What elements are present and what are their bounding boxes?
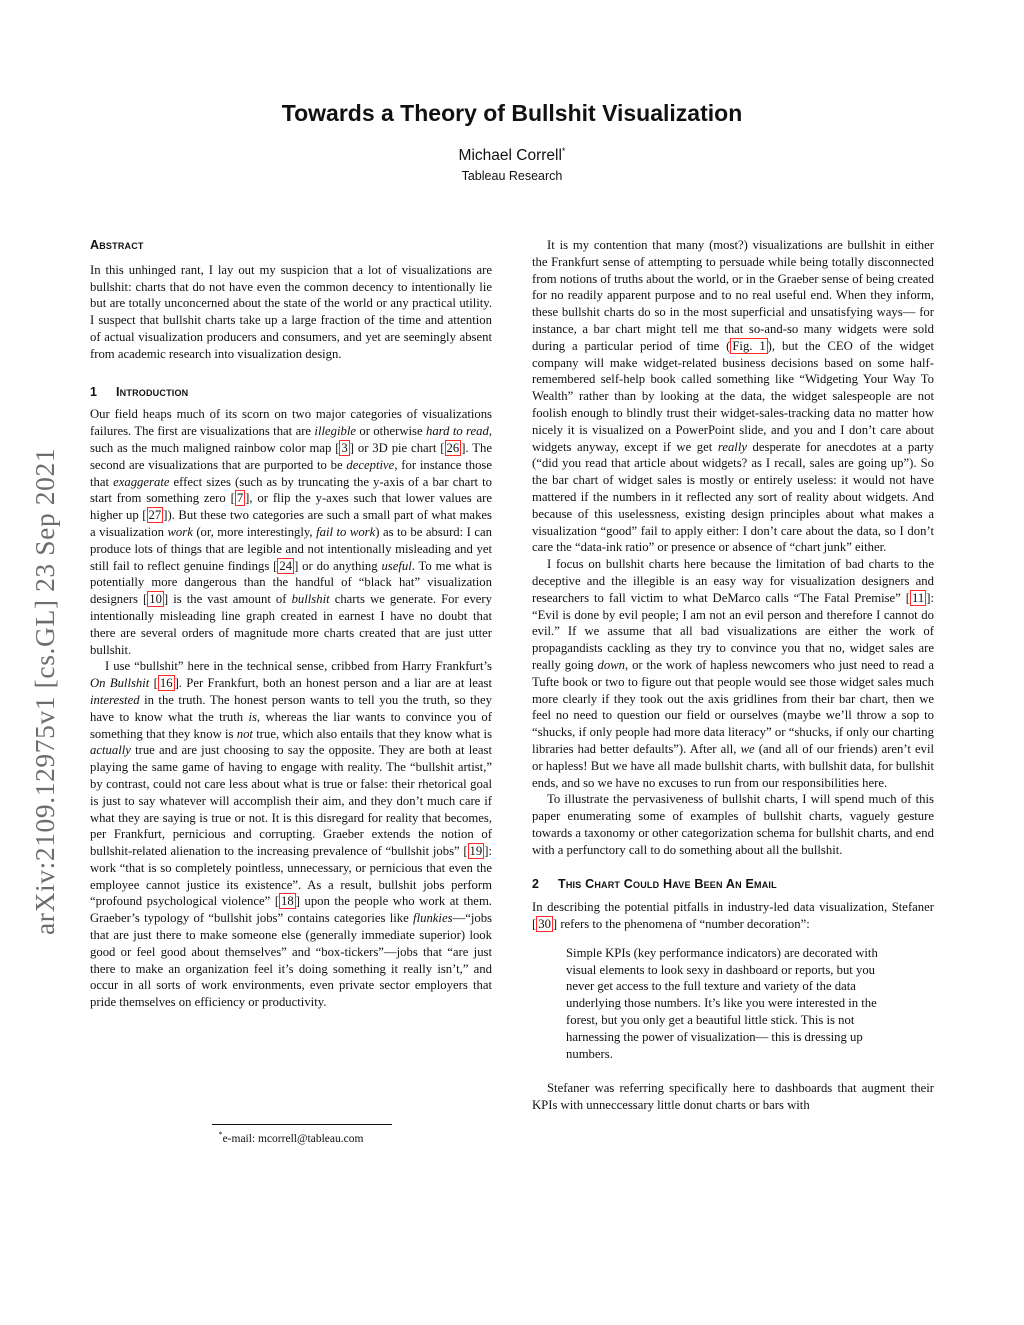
right-paragraph-1: It is my contention that many (most?) visualizations are bullshit in either the Frankfurt sense of attempting to persuade while being totally disconnected from notions of truths about the world, or in the Graeber sense of being created for no readily apparent purpose and to no real useful end. When they inform, these bullshit charts do so in the most superficial and unsatisfying ways— for instance, a bar chart might tell me that so-and-so many widgets were sold during a particular period of time ( Fig. 1 ), but the CEO of the widget company will make widget-related business decisions based on some half-remembered self-help book called something like “Widgeting Your Way To Wealth” rather than by looking at the data, the widget salespeople are not foolish enough to blindly trust their widget-sales-tracking data no matter how nicely it is visualized on a PowerPoint slide, and you and I don’t care about widgets anyway, except if we get really desperate for anecdotes at a party (“did you read that article about widgets? as I recall, sales are going up”). So the bar chart of widget sales is mostly or entirely useless: it would not have mattered if the numbers in it reflected any sort of reality about widgets. And because of this uselessness, existing design principles about what makes a visualization “good” fail to apply either: I don’t care about the data, so I don’t care the “data-ink ratio” or presence or absence of “chart junk” either. [532,238,935,555]
arxiv-stamp: arXiv:2109.12975v1 [cs.GL] 23 Sep 2021 [29,447,60,935]
section-2-heading: 2 This Chart Could Have Been An Email [532,877,777,892]
paper-title: Towards a Theory of Bullshit Visualization [281,100,743,126]
intro-paragraph-1: Our field heaps much of its scorn on two major categories of visualizations failures. The first are visualizations that are illegible or otherwise hard to read, such as the much maligned rainbow color map [ 3 ] or 3D pie chart [ 26 ]. The second are visualizations that are purported to be deceptive, for instance those that exaggerate effect sizes (such as by truncating the y-axis of a bar chart to start from something zero [ 7 ], or flip the y-axes such that lower values are higher up [ 27 ]). But these two categories are such a small part of what makes a visualization work (or, more interestingly, fail to work) as to be absurd: I can produce lots of things that are legible and not intentionally misleading and yet still fail to reflect genuine findings [ 24 ] or do anything useful. To me what is potentially more dangerous than the handful of “black hat” visualization designers [ 10 ] is the vast amount of bullshit charts we generate. For every intentionally misleading line graph created in earnest I have no doubt that there are several orders of magnitude more charts created that are just utter bullshit. [90,407,493,657]
intro-paragraph-2: I use “bullshit” here in the technical sense, cribbed from Harry Frankfurt’s On Bullshit [ 16 ]. Per Frankfurt, both an honest person and a liar are at least interested in the truth. The honest person wants to tell you the truth, so they have to know what the truth is, whereas the liar wants to convince you of something that they know is not true, which also entails that they know what is actually true and are just choosing to say the opposite. They are both at least playing the same game of having to engage with reality. The “bullshit artist,” by contrast, could not care less about what is true or false: their rhetorical goal is just to say whatever will accomplish their aim, and they don’t much care if what they are saying is true or not. It is this disregard for reality that becomes, per Frankfurt, pernicious and corrupting. Graeber extends the notion of bullshit-related alienation to the increasing prevalence of “bullshit jobs” [ 19 ]: work “that is so completely pointless, unnecessary, or pernicious that even the employee cannot justice its existence”. As a result, bullshit jobs perform “profound psychological violence” [ 18 ] upon the people who work at them. Graeber’s typology of “bullshit jobs” contains categories like flunkies—“jobs that are just there to make someone else (generally immediate superior) look good or feel good about themselves” and “box-tickers”—jobs that “are just there to make an organization feel it’s doing something it really isn’t,” and occur in all sorts of work environments, even private sector employers that pride themselves on efficiency or productivity. [90,659,493,1010]
citation-link[interactable]: 26 [446,440,460,455]
citation-link[interactable]: 30 [538,917,551,932]
right-paragraph-3: To illustrate the pervasiveness of bullshit charts, I will spend much of this paper enumerating some of examples of bullshit charts, vaguely gesture towards a taxonomy or other categorization schema for bullshit charts, and end with a perfunctory call to do something about all the bullshit. [532,792,934,857]
footnote: *e-mail: mcorrell@tableau.com [218,1130,364,1145]
section-2-paragraph-2: Stefaner was referring specifically here to dashboards that augment their KPIs with unneccessary little donut charts or bars with [532,1081,934,1113]
citation-link[interactable]: 10 [149,592,162,607]
citation-link[interactable]: 3 [341,440,348,455]
intro-heading: 1 Introduction [90,384,189,399]
citation-link[interactable]: 18 [281,894,294,909]
citation-link[interactable]: 27 [148,508,162,523]
affiliation: Tableau Research [461,169,563,183]
citation-link[interactable]: 7 [236,491,244,506]
citation-link[interactable]: 16 [159,676,173,691]
abstract-heading: Abstract [90,238,144,252]
citation-link[interactable]: 19 [469,844,483,859]
footnote-rule [212,1124,392,1125]
figure-link[interactable]: Fig. 1 [732,338,766,353]
right-paragraph-2: I focus on bullshit charts here because the limitation of bad charts to the deceptive and the illegible is an easy way for visualization designers and researchers to fall victim to what DeMarco calls “The Fatal Premise” [ 11 ]: “Evil is done by evil people; I am not an evil person and therefore I cannot do evil.” If we assume that all bad visualizations are either the work of propagandists cackling as they try to convince you that no, widget sales are really going down, or the work of hapless newcomers who just need to read a Tufte book or two to figure out that people would see those widget sales much more clearly if they took out the axis gridlines from their bar chart, then we feel no need to question our field or ourselves (maybe we’ll throw a sop to “shucks, if only people had more data literacy” or “shucks, if only our charting libraries had better defaults”). After all, we (and all of our friends) aren’t evil or hapless! But we have all made bullshit charts, with bullshit data, for bullshit ends, and so we have no excuses to run from our responsibilities here. [532,557,934,790]
citation-link[interactable]: 11 [912,590,925,605]
author-name: Michael Correll [458,147,562,165]
citation-link[interactable]: 24 [279,558,293,573]
block-quote: Simple KPIs (key performance indicators) are decorated with visual elements to look sexy in dashboard or reports, but you never get access to the full texture and variety of the data underlying those numbers. It’s like you were interested in the forest, but you only get a beautiful little stick. This is not harnessing the power of visualization— this is dressing up numbers. [566,945,878,1061]
author [0,146,1024,165]
author-footnote-mark: * [561,146,566,156]
section-2-paragraph-1: In describing the potential pitfalls in industry-led data visualization, Stefaner [ 30 ] refers to the phenomena of “number decoration”: [532,900,934,932]
left-column [90,237,492,1011]
right-column [532,237,934,1114]
abstract-text: In this unhinged rant, I lay out my suspicion that a lot of visualizations are bullshit: charts that do not have even the common decency to intentionally lie but are totally unconcerned about the state of the world or any practical utility. I suspect that bullshit charts take up a large fraction of the time and attention of actual visualization producers and consumers, and yet are seemingly absent from academic research into visualization design. [90,262,492,361]
